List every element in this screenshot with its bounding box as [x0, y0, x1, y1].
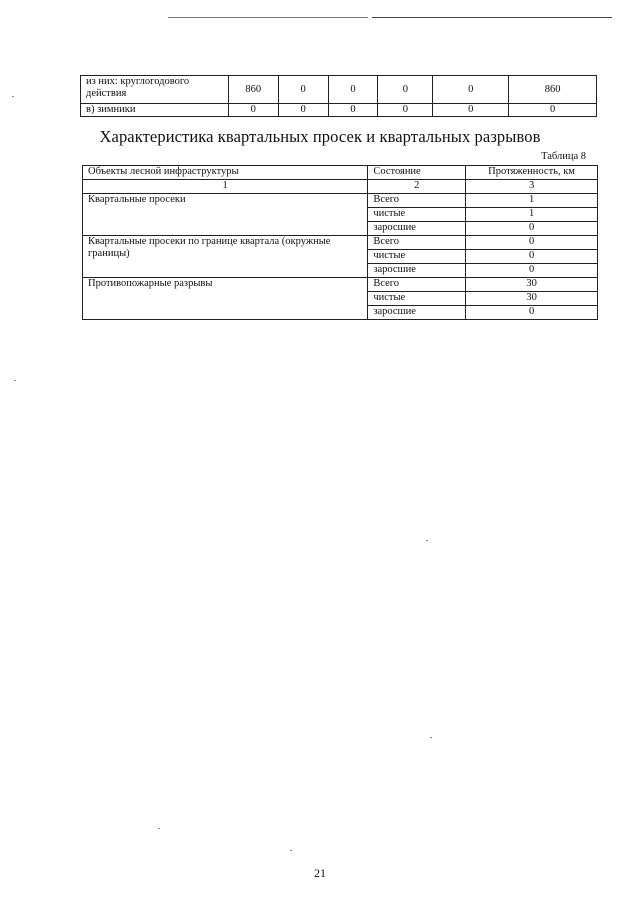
table-cell: 0 — [433, 104, 509, 117]
table-row — [81, 104, 597, 117]
length-cell: 0 — [466, 222, 598, 236]
group-name: Противопожарные разрывы — [83, 278, 368, 320]
state-cell: чистые — [368, 208, 466, 222]
table-cell: 0 — [228, 104, 278, 117]
scan-speck — [158, 828, 160, 829]
length-cell: 0 — [466, 236, 598, 250]
table-cell: 0 — [278, 76, 328, 104]
length-cell: 1 — [466, 208, 598, 222]
group-name: Квартальные просеки — [83, 194, 368, 236]
state-cell: заросшие — [368, 222, 466, 236]
state-cell: Всего — [368, 236, 466, 250]
length-cell: 1 — [466, 194, 598, 208]
state-cell: заросшие — [368, 306, 466, 320]
scan-speck — [12, 96, 14, 97]
state-cell: Всего — [368, 194, 466, 208]
column-header-length: Протяженность, км — [466, 166, 598, 180]
section-title: Характеристика квартальных просек и квартальных разрывов — [99, 127, 541, 146]
table-header-row — [83, 166, 598, 180]
table-cell: 860 — [228, 76, 278, 104]
state-cell: заросшие — [368, 264, 466, 278]
roads-table-fragment — [80, 75, 597, 117]
column-number: 1 — [83, 180, 368, 194]
table-row — [83, 194, 598, 208]
row-label: в) зимники — [81, 104, 229, 117]
state-cell: Всего — [368, 278, 466, 292]
column-number: 2 — [368, 180, 466, 194]
table-row — [83, 236, 598, 250]
length-cell: 0 — [466, 264, 598, 278]
column-header-objects: Объекты лесной инфраструктуры — [83, 166, 368, 180]
table-cell: 0 — [433, 76, 509, 104]
scan-speck — [290, 850, 292, 851]
state-cell: чистые — [368, 292, 466, 306]
table-row — [83, 278, 598, 292]
table-label: Таблица 8 — [541, 151, 586, 162]
group-name: Квартальные просеки по границе квартала (окружные границы) — [83, 236, 368, 278]
row-label: из них: круглогодового действия — [81, 76, 229, 104]
header-rule-left — [168, 17, 368, 18]
table-cell: 860 — [509, 76, 597, 104]
header-rule-right — [372, 17, 612, 18]
state-cell: чистые — [368, 250, 466, 264]
length-cell: 30 — [466, 278, 598, 292]
scan-speck — [426, 540, 428, 541]
table-cell: 0 — [509, 104, 597, 117]
page-number: 21 — [314, 866, 326, 880]
length-cell: 30 — [466, 292, 598, 306]
length-cell: 0 — [466, 306, 598, 320]
column-number-row — [83, 180, 598, 194]
scan-speck — [430, 737, 432, 738]
table-cell: 0 — [328, 76, 378, 104]
length-cell: 0 — [466, 250, 598, 264]
column-header-state: Состояние — [368, 166, 466, 180]
forest-infrastructure-table — [82, 165, 598, 320]
table-cell: 0 — [278, 104, 328, 117]
column-number: 3 — [466, 180, 598, 194]
table-row — [81, 76, 597, 104]
table-cell: 0 — [328, 104, 378, 117]
scan-speck — [14, 380, 16, 381]
table-cell: 0 — [378, 104, 433, 117]
table-cell: 0 — [378, 76, 433, 104]
